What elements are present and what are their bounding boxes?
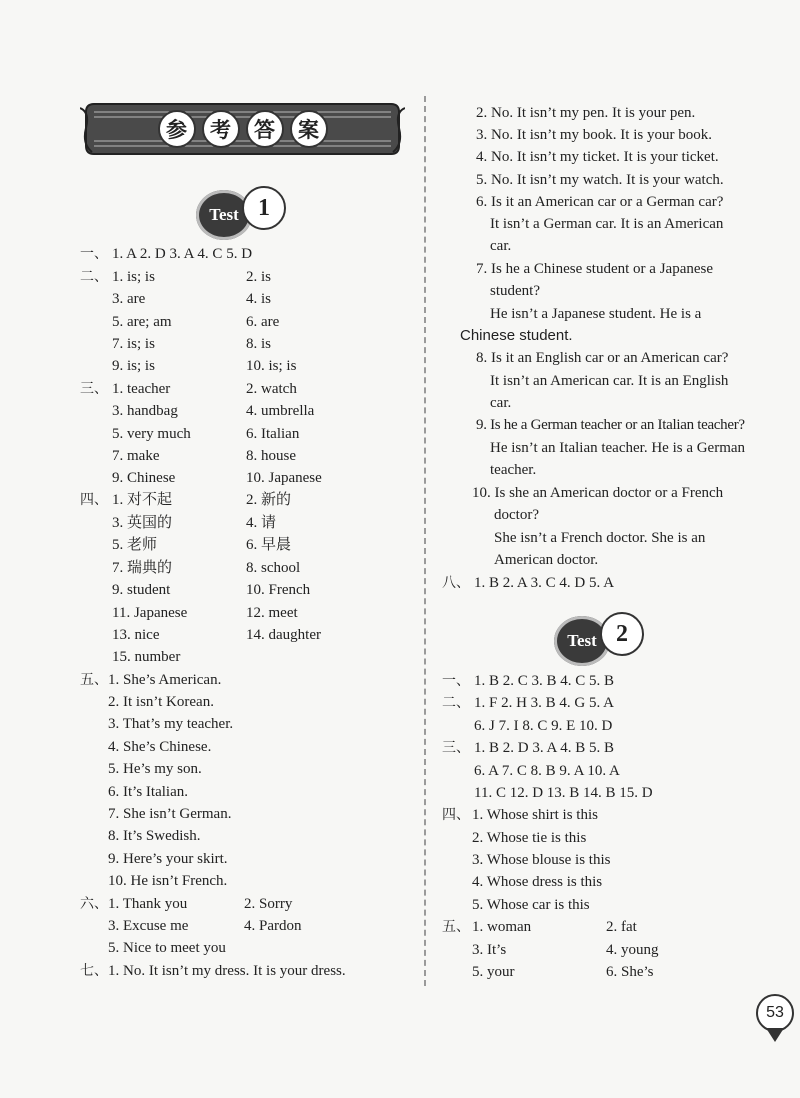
- test-2-number: 2: [600, 612, 644, 656]
- test-2-label: Test: [554, 616, 610, 666]
- answer-text: 1. teacher: [112, 381, 171, 397]
- answer-text: He isn’t an Italian teacher. He is a German: [490, 440, 746, 456]
- answer-text: 2. watch: [246, 381, 297, 397]
- answer-text: 3. handbag: [112, 403, 178, 419]
- answer-text: It isn’t an American car. It is an English: [490, 373, 729, 389]
- page-marker-tip-icon: [766, 1028, 784, 1042]
- answer-text: 7. Is he a Chinese student or a Japanese: [476, 261, 714, 277]
- answer-text: Chinese student.: [460, 327, 573, 344]
- answer-text: 1. B 2. A 3. C 4. D 5. A: [474, 575, 615, 591]
- test-1-number: 1: [242, 186, 286, 230]
- banner-char-3: 答: [246, 110, 284, 148]
- answer-text: 15. number: [112, 649, 181, 665]
- answer-key-banner: [80, 98, 405, 160]
- answer-text: 2. Sorry: [244, 896, 293, 912]
- answer-text: 5. No. It isn’t my watch. It is your watch.: [476, 172, 724, 188]
- answer-text: 13. nice: [112, 627, 160, 643]
- answer-text: 9. is; is: [112, 358, 155, 374]
- page-number: 53: [756, 994, 794, 1032]
- answer-text: 7. She isn’t German.: [108, 806, 232, 822]
- answer-text: car.: [490, 395, 512, 411]
- answer-text: 8. house: [246, 448, 296, 464]
- answer-text: 8. Is it an English car or an American car?: [476, 350, 729, 366]
- answer-text: 1. A 2. D 3. A 4. C 5. D: [112, 246, 253, 262]
- answer-text: doctor?: [494, 507, 539, 523]
- answer-text: 5. Whose car is this: [472, 897, 590, 913]
- answer-text: 1. She’s American.: [108, 672, 222, 688]
- answer-text: 6. J 7. I 8. C 9. E 10. D: [474, 718, 613, 734]
- answer-text: 2. No. It isn’t my pen. It is your pen.: [476, 105, 696, 121]
- answer-text: 2. 新的: [246, 492, 292, 508]
- banner-char-1: 参: [158, 110, 196, 148]
- section-marker: 五、: [442, 919, 470, 935]
- answer-text: 8. It’s Swedish.: [108, 828, 201, 844]
- answer-text: 1. woman: [472, 919, 532, 935]
- answer-text: 3. are: [112, 291, 146, 307]
- answer-text: 10. is; is: [246, 358, 297, 374]
- answer-text: 4. umbrella: [246, 403, 315, 419]
- answer-text: 1. B 2. D 3. A 4. B 5. B: [474, 740, 615, 756]
- section-marker: 七、: [80, 963, 108, 979]
- answer-text: 3. Excuse me: [108, 918, 189, 934]
- section-marker: 四、: [442, 807, 470, 823]
- answer-text: 5. are; am: [112, 314, 172, 330]
- answer-text: 9. Is he a German teacher or an Italian teacher?: [476, 417, 745, 433]
- answer-text: car.: [490, 238, 512, 254]
- answer-text: 8. school: [246, 560, 301, 576]
- section-marker: 三、: [80, 381, 108, 397]
- answer-text: She isn’t a French doctor. She is an: [494, 530, 706, 546]
- answer-text: 8. is: [246, 336, 272, 352]
- answer-text: 7. 瑞典的: [112, 560, 173, 576]
- answer-text: 3. No. It isn’t my book. It is your book.: [476, 127, 712, 143]
- answer-text: 4. No. It isn’t my ticket. It is your ticket.: [476, 149, 719, 165]
- answer-text: 4. Whose dress is this: [472, 874, 603, 890]
- test-2-badge: [554, 612, 654, 672]
- section-marker: 四、: [80, 492, 108, 508]
- answer-text: 4. 请: [246, 515, 277, 531]
- answer-text: 14. daughter: [246, 627, 321, 643]
- answer-text: 1. F 2. H 3. B 4. G 5. A: [474, 695, 615, 711]
- answer-text: 5. 老师: [112, 537, 158, 553]
- column-divider: [424, 96, 426, 986]
- answer-text: 9. Here’s your skirt.: [108, 851, 228, 867]
- answer-text: 3. Whose blouse is this: [472, 852, 611, 868]
- answer-text: 1. Thank you: [108, 896, 188, 912]
- section-marker: 一、: [442, 673, 470, 689]
- answer-text: 3. 英国的: [112, 515, 173, 531]
- answer-text: 6. A 7. C 8. B 9. A 10. A: [474, 763, 620, 779]
- answer-text: American doctor.: [494, 552, 599, 568]
- answer-text: He isn’t a Japanese student. He is a: [490, 306, 702, 322]
- answer-text: 6. It’s Italian.: [108, 784, 188, 800]
- answer-text: 2. is: [246, 269, 272, 285]
- answer-text: 4. Pardon: [244, 918, 302, 934]
- answer-text: 1. B 2. C 3. B 4. C 5. B: [474, 673, 615, 689]
- answer-text: 5. Nice to meet you: [108, 940, 226, 956]
- answer-text: 1. 对不起: [112, 492, 173, 508]
- section-marker: 二、: [80, 269, 108, 285]
- answer-text: 6. are: [246, 314, 280, 330]
- answer-text: 1. Whose shirt is this: [472, 807, 598, 823]
- answer-text: 5. very much: [112, 426, 191, 442]
- answer-text: 1. No. It isn’t my dress. It is your dress.: [108, 963, 346, 979]
- answer-text: 7. make: [112, 448, 160, 464]
- answer-text: 2. Whose tie is this: [472, 830, 587, 846]
- banner-char-2: 考: [202, 110, 240, 148]
- answer-text: 10. He isn’t French.: [108, 873, 228, 889]
- answer-text: student?: [490, 283, 540, 299]
- answer-text: 11. Japanese: [112, 605, 188, 621]
- answer-text: 4. is: [246, 291, 272, 307]
- answer-text: 9. Chinese: [112, 470, 176, 486]
- answer-text: 3. It’s: [472, 942, 507, 958]
- answer-text: 4. young: [606, 942, 659, 958]
- answer-text: 10. Is she an American doctor or a French: [472, 485, 724, 501]
- answer-text: 2. fat: [606, 919, 637, 935]
- answer-text: 7. is; is: [112, 336, 155, 352]
- answer-text: 11. C 12. D 13. B 14. B 15. D: [474, 785, 653, 801]
- section-marker: 六、: [80, 896, 108, 912]
- test-1-badge: [196, 186, 296, 246]
- answer-text: 9. student: [112, 582, 171, 598]
- answer-text: 6. Italian: [246, 426, 300, 442]
- answer-text: 10. Japanese: [246, 470, 322, 486]
- answer-text: 3. That’s my teacher.: [108, 716, 234, 732]
- answer-text: 6. She’s: [606, 964, 654, 980]
- answer-text: 5. your: [472, 964, 515, 980]
- page-number-marker: [756, 994, 794, 1050]
- answer-text: 6. 早晨: [246, 537, 292, 553]
- answer-text: 1. is; is: [112, 269, 155, 285]
- answer-text: teacher.: [490, 462, 537, 478]
- section-marker: 一、: [80, 246, 108, 262]
- answer-text: It isn’t a German car. It is an American: [490, 216, 724, 232]
- answer-text: 6. Is it an American car or a German car?: [476, 194, 724, 210]
- section-marker: 五、: [80, 672, 108, 688]
- answer-text: 5. He’s my son.: [108, 761, 202, 777]
- banner-char-4: 案: [290, 110, 328, 148]
- section-marker: 二、: [442, 695, 470, 711]
- answer-text: 12. meet: [246, 605, 298, 621]
- answer-text: 10. French: [246, 582, 311, 598]
- test-1-label: Test: [196, 190, 252, 240]
- section-marker: 三、: [442, 740, 470, 756]
- answer-text: 2. It isn’t Korean.: [108, 694, 214, 710]
- answer-text: 4. She’s Chinese.: [108, 739, 212, 755]
- section-marker: 八、: [442, 575, 470, 591]
